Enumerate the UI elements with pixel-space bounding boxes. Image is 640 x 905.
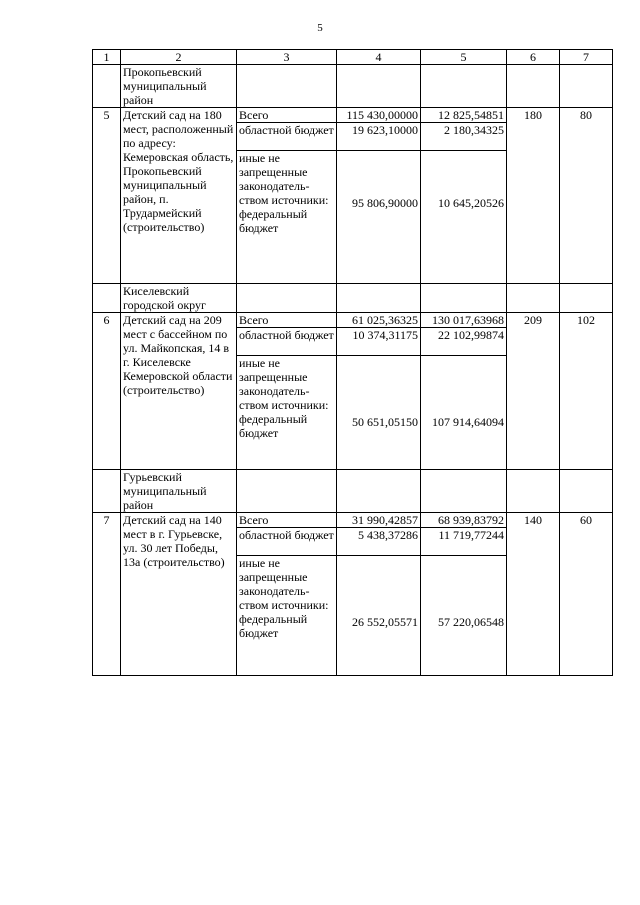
header-cell: 1 [93,50,121,65]
table-row [93,513,613,528]
source-label: областной бюджет [237,528,337,556]
amount-col4: 10 374,31175 [337,328,421,356]
item-name: Детский сад на 140 мест в г. Гурьевске, ул. 30 лет Победы, 13а (строительство) [121,513,237,676]
amount-col5: 2 180,34325 [421,123,507,151]
amount-col5: 57 220,06548 [421,556,507,676]
header-cell: 5 [421,50,507,65]
capacity-col6: 180 [507,108,560,284]
header-cell: 4 [337,50,421,65]
source-label: Всего [237,108,337,123]
item-number: 7 [93,513,121,676]
amount-col4: 115 430,00000 [337,108,421,123]
item-number: 6 [93,313,121,470]
header-cell: 6 [507,50,560,65]
region-name: Гурьевский муниципальный район [121,470,237,513]
item-name: Детский сад на 180 мест, расположенный по адресу: Кемеровская область, Прокопьевский муниципальный район, п. Трудармейский (строительство) [121,108,237,284]
item-number: 5 [93,108,121,284]
capacity-col7: 102 [560,313,613,470]
amount-col4: 50 651,05150 [337,356,421,470]
amount-col4: 95 806,90000 [337,151,421,284]
source-label: областной бюджет [237,123,337,151]
capacity-col6: 209 [507,313,560,470]
amount-col5: 130 017,63968 [421,313,507,328]
region-row [93,284,613,313]
header-cell: 2 [121,50,237,65]
budget-table [92,49,613,676]
amount-col4: 31 990,42857 [337,513,421,528]
amount-col4: 61 025,36325 [337,313,421,328]
source-label: Всего [237,513,337,528]
amount-col5: 22 102,99874 [421,328,507,356]
source-label: иные не запрещенные законодатель-ством источники: федеральный бюджет [237,356,337,470]
amount-col5: 12 825,54851 [421,108,507,123]
region-row [93,470,613,513]
table-row [93,313,613,328]
amount-col4: 26 552,05571 [337,556,421,676]
amount-col5: 11 719,77244 [421,528,507,556]
amount-col5: 10 645,20526 [421,151,507,284]
region-name: Прокопьевский муниципальный район [121,65,237,108]
source-label: Всего [237,313,337,328]
header-row [93,50,613,65]
amount-col4: 19 623,10000 [337,123,421,151]
amount-col5: 68 939,83792 [421,513,507,528]
amount-col5: 107 914,64094 [421,356,507,470]
capacity-col7: 60 [560,513,613,676]
capacity-col6: 140 [507,513,560,676]
region-name: Киселевский городской округ [121,284,237,313]
page-number: 5 [317,22,323,34]
amount-col4: 5 438,37286 [337,528,421,556]
source-label: иные не запрещенные законодатель-ством источники: федеральный бюджет [237,556,337,676]
header-cell: 3 [237,50,337,65]
table-row [93,108,613,123]
source-label: областной бюджет [237,328,337,356]
header-cell: 7 [560,50,613,65]
item-name: Детский сад на 209 мест с бассейном по ул. Майкопская, 14 в г. Киселевске Кемеровской области (строительство) [121,313,237,470]
capacity-col7: 80 [560,108,613,284]
source-label: иные не запрещенные законодатель-ством источники: федеральный бюджет [237,151,337,284]
region-row [93,65,613,108]
